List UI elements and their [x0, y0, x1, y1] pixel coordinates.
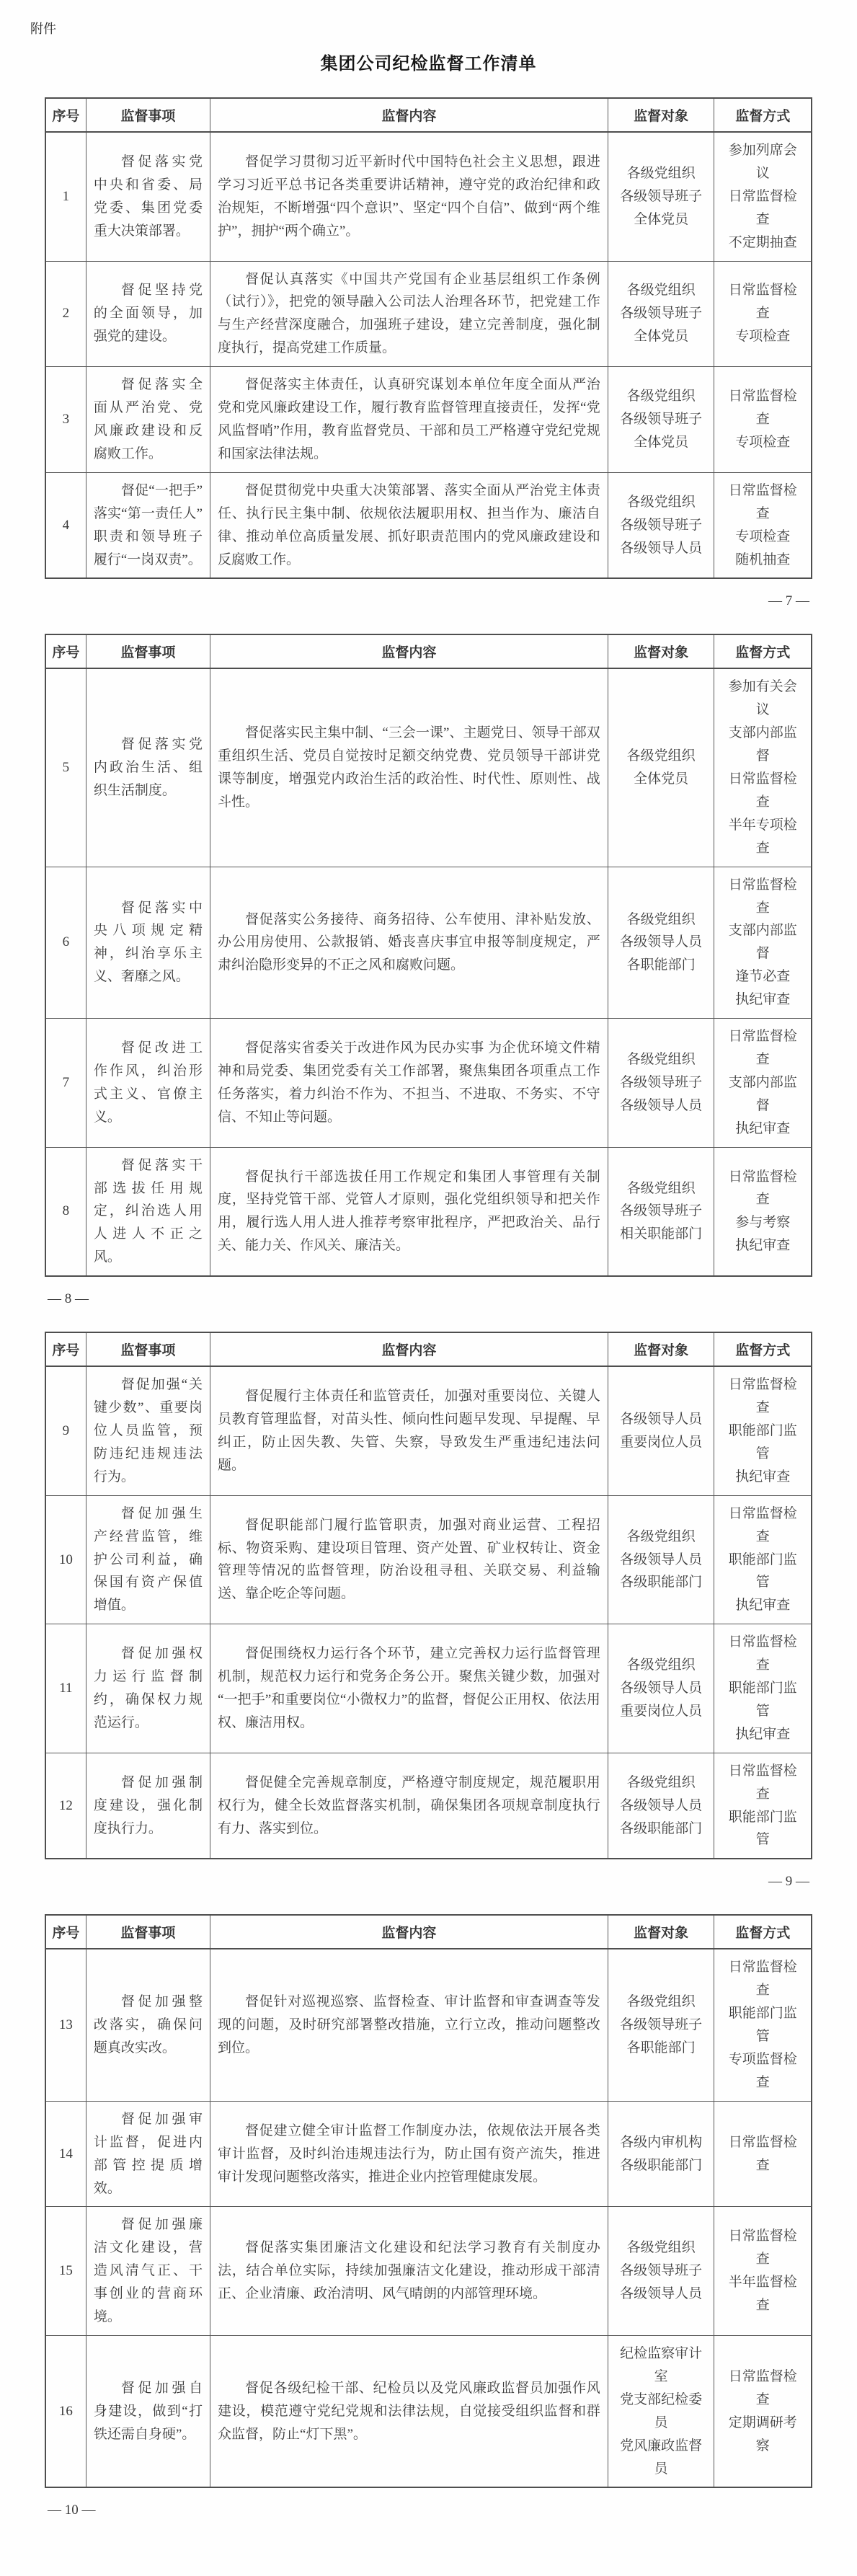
method-line: 专项监督检查 [728, 2052, 797, 2090]
cell-supervision-item [86, 1753, 210, 1859]
cell-supervision-content [210, 1019, 608, 1148]
col-header-item: 监督事项 [86, 634, 210, 668]
target-line: 党支部纪检委员 [620, 2391, 703, 2430]
target-line: 各级领导人员 [620, 1412, 703, 1428]
table-row [45, 1949, 812, 2101]
cell-supervision-content [210, 1753, 608, 1859]
supervision-content-text: 督促认真落实《中国共产党国有企业基层组织工作条例（试行）》，把党的领导融入公司法人治理各环节，把党建工作与生产经营深度融合，加强班子建设，建立完善制度，强化制度执行，提高党建工作质量。 [218, 271, 600, 356]
cell-serial-number: 12 [45, 1753, 86, 1859]
cell-supervision-content [210, 261, 608, 367]
target-line: 各级领导人员 [620, 1797, 703, 1813]
col-header-no: 序号 [45, 1332, 86, 1366]
cell-supervision-content [210, 668, 608, 867]
table-row [45, 1753, 812, 1859]
method-line: 日常监督检查 [728, 188, 797, 227]
cell-supervision-target [608, 1624, 714, 1753]
method-line: 执纪审查 [735, 992, 791, 1008]
method-line: 日常监督检查 [728, 1960, 797, 1999]
target-line: 各级领导班子 [620, 2263, 703, 2279]
supervision-item-text: 督促加强自身建设，做到“打铁还需自身硬”。 [93, 2380, 203, 2442]
method-line: 日常监督检查 [728, 771, 797, 810]
cell-supervision-item [86, 472, 210, 578]
cell-supervision-target [608, 867, 714, 1018]
target-line: 各级内审机构 [620, 2134, 703, 2150]
target-line: 各级党组织 [626, 1180, 696, 1196]
target-line: 各级领导班子 [620, 306, 703, 322]
supervision-content-text: 督促健全完善规章制度，严格遵守制度规定，规范履职用权行为，健全长效监督落实机制，确保集团各项规章制度执行有力、落实到位。 [218, 1774, 600, 1836]
supervision-item-text: 督促加强制度建设，强化制度执行力。 [93, 1774, 203, 1836]
method-line: 日常监督检查 [728, 2228, 797, 2267]
method-line: 半年专项检查 [728, 817, 797, 856]
cell-supervision-method [714, 1753, 812, 1859]
target-line: 重要岗位人员 [620, 1434, 703, 1450]
target-line: 各级领导班子 [620, 1203, 703, 1219]
target-line: 各级职能部门 [620, 1575, 703, 1590]
target-line: 各级党组织 [626, 748, 696, 764]
cell-supervision-method [714, 1624, 812, 1753]
cell-serial-number: 6 [45, 867, 86, 1018]
cell-supervision-content [210, 2335, 608, 2487]
supervision-content-text: 督促针对巡视巡察、监督检查、审计监督和审查调查等发现的问题，及时研究部署整改措施，立行立改，推动问题整改到位。 [218, 1994, 600, 2056]
target-line: 各级党组织 [626, 1528, 696, 1544]
col-header-content: 监督内容 [210, 634, 608, 668]
method-line: 执纪审查 [735, 1238, 791, 1254]
col-header-target: 监督对象 [608, 98, 714, 132]
table-header-row [45, 1332, 812, 1366]
cell-supervision-target [608, 2101, 714, 2207]
method-line: 执纪审查 [735, 1120, 791, 1136]
cell-supervision-method [714, 1949, 812, 2101]
supervision-item-text: 督促改进工作作风，纠治形式主义、官僚主义。 [93, 1040, 203, 1125]
supervision-item-text: 督促落实中央八项规定精神，纠治享乐主义、奢靡之风。 [93, 900, 203, 985]
target-line: 各级领导班子 [620, 412, 703, 428]
col-header-content: 监督内容 [210, 98, 608, 132]
cell-supervision-target [608, 1147, 714, 1276]
method-line: 支部内部监督 [728, 725, 797, 764]
target-line: 各级职能部门 [620, 1820, 703, 1836]
method-line: 日常监督检查 [728, 389, 797, 428]
target-line: 各级领导人员 [620, 540, 703, 556]
method-line: 定期调研考察 [728, 2415, 797, 2453]
col-header-target: 监督对象 [608, 1332, 714, 1366]
supervision-content-text: 督促各级纪检干部、纪检员以及党风廉政监督员加强作风建设，模范遵守党纪党规和法律法规，自觉接受组织监督和群众监督，防止“灯下黑”。 [218, 2380, 600, 2442]
col-header-method: 监督方式 [714, 98, 812, 132]
method-line: 执纪审查 [735, 1469, 791, 1484]
cell-supervision-item [86, 261, 210, 367]
target-line: 各职能部门 [626, 2040, 696, 2056]
table-row [45, 2335, 812, 2487]
table-header-row [45, 634, 812, 668]
method-line: 日常监督检查 [728, 1763, 797, 1802]
page-number-marker: — 7 — [768, 593, 809, 609]
method-line: 日常监督检查 [728, 2368, 797, 2407]
table-row [45, 867, 812, 1018]
table-row [45, 1147, 812, 1276]
target-line: 各级领导人员 [620, 2286, 703, 2302]
method-line: 日常监督检查 [728, 877, 797, 916]
cell-serial-number: 10 [45, 1495, 86, 1624]
col-header-target: 监督对象 [608, 634, 714, 668]
supervision-content-text: 督促落实集团廉洁文化建设和纪法学习教育有关制度办法，结合单位实际，持续加强廉洁文化建设，推动形成干部清正、企业清廉、政治清明、风气晴朗的内部管理环境。 [218, 2240, 600, 2302]
supervision-content-text: 督促落实省委关于改进作风为民办实事 为企优环境文件精神和局党委、集团党委有关工作部署，聚焦集团各项重点工作任务落实，着力纠治不作为、不担当、不进取、不务实、不守信、不知止等问题。 [218, 1040, 600, 1125]
cell-supervision-content [210, 132, 608, 261]
target-line: 各级领导人员 [620, 1552, 703, 1567]
attachment-label: 附件 [30, 22, 56, 36]
target-line: 各级党组织 [626, 283, 696, 298]
cell-supervision-target [608, 2335, 714, 2487]
cell-supervision-content [210, 367, 608, 473]
tables-container [45, 97, 812, 2518]
col-header-method: 监督方式 [714, 1915, 812, 1949]
target-line: 各级领导班子 [620, 517, 703, 533]
cell-supervision-method [714, 1147, 812, 1276]
cell-supervision-content [210, 2101, 608, 2207]
page-number-marker: — 8 — [48, 1291, 89, 1307]
cell-supervision-item [86, 132, 210, 261]
supervision-item-text: 督促“一把手”落实“第一责任人”职责和领导班子履行“一岗双责”。 [93, 482, 203, 567]
method-line: 专项检查 [735, 528, 791, 544]
supervision-item-text: 督促落实全面从严治党、党风廉政建设和反腐败工作。 [93, 377, 203, 461]
cell-supervision-method [714, 472, 812, 578]
supervision-item-text: 督促加强生产经营监管，维护公司利益，确保国有资产保值增值。 [93, 1505, 203, 1614]
cell-serial-number: 4 [45, 472, 86, 578]
table-row [45, 1624, 812, 1753]
table-row [45, 367, 812, 473]
target-line: 全体党员 [634, 434, 689, 450]
method-line: 日常监督检查 [728, 1505, 797, 1544]
method-line: 日常监督检查 [728, 2134, 797, 2173]
method-line: 日常监督检查 [728, 283, 797, 322]
cell-supervision-item [86, 1624, 210, 1753]
target-line: 各级领导班子 [620, 1074, 703, 1090]
cell-supervision-target [608, 367, 714, 473]
col-header-item: 监督事项 [86, 1332, 210, 1366]
cell-supervision-method [714, 1366, 812, 1495]
supervision-content-text: 督促落实公务接待、商务招待、公车使用、津补贴发放、办公用房使用、公款报销、婚丧喜庆事宜申报等制度规定，严肃纠治隐形变异的不正之风和腐败问题。 [218, 911, 600, 973]
cell-supervision-item [86, 1366, 210, 1495]
method-line: 执纪审查 [735, 1726, 791, 1742]
supervision-table [45, 1332, 812, 1859]
method-line: 职能部门监管 [728, 1552, 797, 1590]
cell-supervision-item [86, 1949, 210, 2101]
cell-supervision-target [608, 1753, 714, 1859]
target-line: 全体党员 [634, 771, 689, 787]
supervision-item-text: 督促落实党中央和省委、局党委、集团党委重大决策部署。 [93, 154, 203, 239]
method-line: 支部内部监督 [728, 1074, 797, 1113]
target-line: 各级领导人员 [620, 934, 703, 950]
target-line: 党风廉政监督员 [620, 2438, 703, 2477]
method-line: 日常监督检查 [728, 482, 797, 521]
target-line: 全体党员 [634, 211, 689, 227]
cell-serial-number: 9 [45, 1366, 86, 1495]
target-line: 各级职能部门 [620, 2157, 703, 2173]
method-line: 参加列席会议 [728, 143, 797, 181]
method-line: 日常监督检查 [728, 1377, 797, 1416]
page-number-marker: — 10 — [48, 2502, 96, 2518]
cell-supervision-content [210, 867, 608, 1018]
cell-supervision-item [86, 2335, 210, 2487]
cell-supervision-method [714, 367, 812, 473]
table-row [45, 2101, 812, 2207]
supervision-item-text: 督促加强审计监督，促进内部管控提质增效。 [93, 2111, 203, 2196]
supervision-table [45, 97, 812, 579]
cell-supervision-method [714, 132, 812, 261]
cell-supervision-item [86, 1147, 210, 1276]
col-header-target: 监督对象 [608, 1915, 714, 1949]
method-line: 专项检查 [735, 329, 791, 345]
supervision-item-text: 督促加强廉洁文化建设，营造风清气正、干事创业的营商环境。 [93, 2217, 203, 2325]
cell-supervision-content [210, 472, 608, 578]
cell-serial-number: 13 [45, 1949, 86, 2101]
cell-supervision-method [714, 867, 812, 1018]
cell-serial-number: 5 [45, 668, 86, 867]
cell-supervision-target [608, 1019, 714, 1148]
cell-supervision-method [714, 2101, 812, 2207]
supervision-content-text: 督促落实民主集中制、“三会一课”、主题党日、领导干部双重组织生活、党员自觉按时足额交纳党费、党员领导干部讲党课等制度，增强党内政治生活的政治性、时代性、原则性、战斗性。 [218, 725, 600, 810]
table-row [45, 668, 812, 867]
target-line: 各级领导人员 [620, 1097, 703, 1113]
method-line: 逢节必查 [735, 969, 791, 985]
cell-serial-number: 15 [45, 2207, 86, 2336]
cell-serial-number: 1 [45, 132, 86, 261]
method-line: 随机抽查 [735, 552, 791, 567]
supervision-content-text: 督促执行干部选拔任用工作规定和集团人事管理有关制度，坚持党管干部、党管人才原则，强化党组织领导和把关作用，履行选人用人进人推荐考察审批程序，严把政治关、品行关、能力关、作风关、廉洁关。 [218, 1169, 600, 1254]
cell-supervision-method [714, 1019, 812, 1148]
target-line: 相关职能部门 [620, 1226, 703, 1242]
supervision-content-text: 督促建立健全审计监督工作制度办法，依规依法开展各类审计监督，及时纠治违规违法行为，防止国有资产流失，推进审计发现问题整改落实，推进企业内控管理健康发展。 [218, 2123, 600, 2185]
supervision-content-text: 督促围绕权力运行各个环节，建立完善权力运行监督管理机制，规范权力运行和党务企务公开。聚焦关键少数，加强对“一把手”和重要岗位“小微权力”的监督，督促公正用权、依法用权、廉洁用权。 [218, 1646, 600, 1730]
target-line: 各级领导班子 [620, 188, 703, 204]
supervision-item-text: 督促坚持党的全面领导，加强党的建设。 [93, 283, 203, 345]
col-header-content: 监督内容 [210, 1915, 608, 1949]
target-line: 各级党组织 [626, 389, 696, 404]
cell-serial-number: 2 [45, 261, 86, 367]
method-line: 日常监督检查 [728, 1029, 797, 1067]
supervision-content-text: 督促落实主体责任，认真研究谋划本单位年度全面从严治党和党风廉政建设工作，履行教育监督管理直接责任，发挥“党风监督哨”作用，教育监督党员、干部和员工严格遵守党纪党规和国家法律法规。 [218, 377, 600, 461]
target-line: 重要岗位人员 [620, 1703, 703, 1719]
cell-supervision-item [86, 668, 210, 867]
target-line: 各级党组织 [626, 494, 696, 510]
cell-serial-number: 14 [45, 2101, 86, 2207]
target-line: 各级党组织 [626, 1774, 696, 1790]
cell-supervision-method [714, 2207, 812, 2336]
cell-supervision-target [608, 1949, 714, 2101]
cell-serial-number: 16 [45, 2335, 86, 2487]
table-row [45, 1366, 812, 1495]
col-header-no: 序号 [45, 98, 86, 132]
table-row [45, 1019, 812, 1148]
target-line: 各级党组织 [626, 911, 696, 927]
col-header-item: 监督事项 [86, 1915, 210, 1949]
cell-supervision-target [608, 2207, 714, 2336]
cell-supervision-target [608, 1366, 714, 1495]
cell-supervision-content [210, 1495, 608, 1624]
method-line: 参与考察 [735, 1215, 791, 1231]
supervision-table [45, 634, 812, 1277]
cell-supervision-target [608, 1495, 714, 1624]
page-number-marker: — 9 — [768, 1874, 809, 1890]
supervision-item-text: 督促落实党内政治生活、组织生活制度。 [93, 737, 203, 798]
cell-supervision-content [210, 1147, 608, 1276]
method-line: 职能部门监管 [728, 1681, 797, 1719]
target-line: 各职能部门 [626, 957, 696, 973]
cell-supervision-method [714, 1495, 812, 1624]
target-line: 各级党组织 [626, 165, 696, 181]
table-header-row [45, 1915, 812, 1949]
cell-supervision-method [714, 2335, 812, 2487]
cell-supervision-item [86, 367, 210, 473]
col-header-method: 监督方式 [714, 1332, 812, 1366]
target-line: 各级领导人员 [620, 1681, 703, 1696]
method-line: 执纪审查 [735, 1598, 791, 1614]
cell-supervision-item [86, 1019, 210, 1148]
col-header-item: 监督事项 [86, 98, 210, 132]
cell-supervision-target [608, 668, 714, 867]
supervision-content-text: 督促学习贯彻习近平新时代中国特色社会主义思想，跟进学习习近平总书记各类重要讲话精神，遵守党的政治纪律和政治规矩，不断增强“四个意识”、坚定“四个自信”、做到“两个维护”，拥护“两个确立”。 [218, 154, 600, 239]
target-line: 全体党员 [634, 329, 689, 345]
col-header-content: 监督内容 [210, 1332, 608, 1366]
target-line: 纪检监察审计室 [620, 2345, 703, 2384]
cell-supervision-method [714, 668, 812, 867]
supervision-table [45, 1914, 812, 2488]
method-line: 半年监督检查 [728, 2275, 797, 2314]
method-line: 日常监督检查 [728, 1169, 797, 1208]
method-line: 参加有关会议 [728, 679, 797, 718]
cell-supervision-content [210, 1949, 608, 2101]
table-row [45, 472, 812, 578]
table-header-row [45, 98, 812, 132]
supervision-item-text: 督促落实干部选拔任用规定，纠治选人用人进人不正之风。 [93, 1157, 203, 1265]
cell-supervision-target [608, 472, 714, 578]
col-header-no: 序号 [45, 1915, 86, 1949]
target-line: 各级党组织 [626, 1052, 696, 1067]
cell-supervision-method [714, 261, 812, 367]
col-header-no: 序号 [45, 634, 86, 668]
target-line: 各级党组织 [626, 1994, 696, 2010]
supervision-item-text: 督促加强“关键少数”、重要岗位人员监管，预防违纪违规违法行为。 [93, 1377, 203, 1484]
table-row [45, 1495, 812, 1624]
cell-serial-number: 7 [45, 1019, 86, 1148]
supervision-content-text: 督促贯彻党中央重大决策部署、落实全面从严治党主体责任、执行民主集中制、依规依法履职用权、担当作为、廉洁自律、推动单位高质量发展、抓好职责范围内的党风廉政建设和反腐败工作。 [218, 482, 600, 567]
supervision-content-text: 督促职能部门履行监管职责，加强对商业运营、工程招标、物资采购、建设项目管理、资产处置、矿业权转让、资金管理等情况的监督管理，防治设租寻租、关联交易、利益输送、靠企吃企等问题。 [218, 1517, 600, 1602]
table-row [45, 2207, 812, 2336]
table-row [45, 132, 812, 261]
supervision-item-text: 督促加强权力运行监督制约，确保权力规范运行。 [93, 1646, 203, 1730]
cell-supervision-item [86, 867, 210, 1018]
target-line: 各级党组织 [626, 1657, 696, 1673]
cell-supervision-target [608, 132, 714, 261]
method-line: 日常监督检查 [728, 1634, 797, 1673]
target-line: 各级领导班子 [620, 2017, 703, 2033]
method-line: 专项检查 [735, 434, 791, 450]
cell-supervision-item [86, 1495, 210, 1624]
method-line: 职能部门监管 [728, 2006, 797, 2045]
cell-supervision-item [86, 2101, 210, 2207]
col-header-method: 监督方式 [714, 634, 812, 668]
page-title: 集团公司纪检监督工作清单 [320, 55, 537, 74]
cell-serial-number: 8 [45, 1147, 86, 1276]
table-row [45, 261, 812, 367]
cell-supervision-target [608, 261, 714, 367]
cell-serial-number: 11 [45, 1624, 86, 1753]
target-line: 各级党组织 [626, 2240, 696, 2256]
method-line: 职能部门监管 [728, 1809, 797, 1848]
cell-supervision-content [210, 1366, 608, 1495]
method-line: 不定期抽查 [728, 234, 797, 250]
cell-supervision-item [86, 2207, 210, 2336]
cell-supervision-content [210, 1624, 608, 1753]
cell-supervision-content [210, 2207, 608, 2336]
supervision-content-text: 督促履行主体责任和监管责任，加强对重要岗位、关键人员教育管理监督，对苗头性、倾向性问题早发现、早提醒、早纠正，防止因失教、失管、失察，导致发生严重违纪违法问题。 [218, 1389, 600, 1473]
cell-serial-number: 3 [45, 367, 86, 473]
method-line: 支部内部监督 [728, 923, 797, 962]
method-line: 职能部门监管 [728, 1422, 797, 1461]
supervision-item-text: 督促加强整改落实，确保问题真改实改。 [93, 1994, 203, 2056]
